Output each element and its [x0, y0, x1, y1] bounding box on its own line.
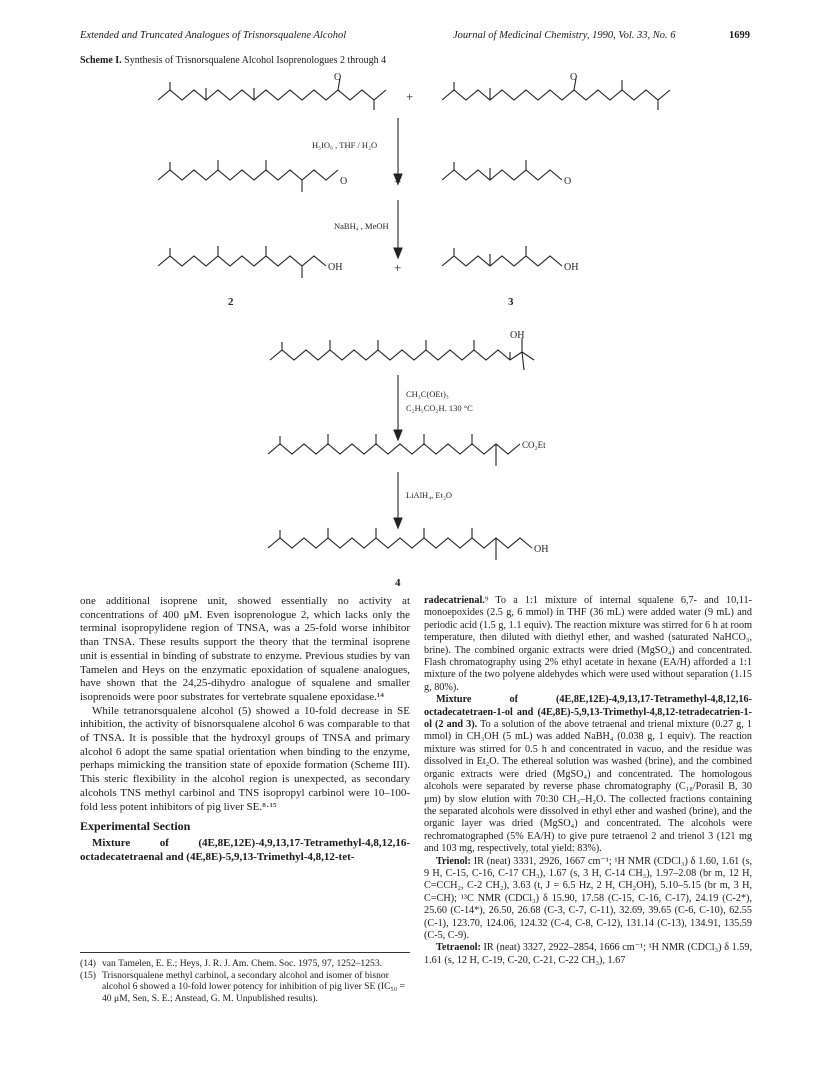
epoxide-chain-right [442, 90, 670, 100]
section-heading: Experimental Section [80, 819, 191, 834]
aldehyde-o-right: O [564, 176, 572, 187]
header-journal: Journal of Medicinal Chemistry, 1990, Vol. 33, No. 6 [453, 30, 676, 41]
synthesis-scheme [0, 70, 827, 595]
compound-2-label: 2 [228, 296, 234, 308]
reagent-orthoester: CH₃C(OEt)₃ [406, 389, 449, 399]
footnotes [80, 952, 410, 1004]
reference-14 [80, 958, 410, 970]
scheme-title: Synthesis of Trisnorsqualene Alcohol Isoprenologues 2 through 4 [124, 55, 387, 66]
footnote-divider [80, 952, 410, 953]
tetraenol-data: IR (neat) 3327, 2922–2854, 1666 cm⁻¹; ¹H NMR (CDCl₃) δ 1.59, 1.61 (s, 12 H, C-19, C-20, C-21, C-22 CH₃), 1.67 [424, 942, 752, 966]
reagent-propionic-acid: C₂H₅CO₂H. 130 °C [406, 403, 473, 413]
reagent-periodic-acid: H₅IO₆ , THF / H₂O [312, 140, 378, 150]
alcohol-chain-left [158, 256, 326, 266]
alcohol-chain-right [442, 256, 562, 266]
compound-4-label: 4 [395, 577, 401, 589]
trienol-data: IR (neat) 3331, 2926, 1667 cm⁻¹; ¹H NMR (CDCl₃) δ 1.60, 1.61 (s, 9 H, C-15, C-16, C-17 CH₃), 1.67 (s, 3 H, C-14 CH₃), 1.97–2.08 (br m, 12 H, C=CCH₂, C-2 CH₂), 3.63 (t, J = 6.5 Hz, 2 H, CH₂OH), 5.10–5.15 (br m, 3 H, C=CH); ¹³C NMR (CDCl₃) δ 15.90, 17.58 (C-15, C-16, C-17), 24.19 (C-2*), 25.60 (C-14*), 26.50, 26.68 (C-3, C-7, C-11), 32.69, 39.65 (C-6, C-10), 62.55 (C-1), 123.70, 124.06, 124.32 (C-4, C-8, C-12), 131.14 (C-13), 134.91, 135.59 (C-5, C-9). [424, 855, 752, 941]
aldehyde-chain-right [442, 170, 562, 180]
reference-number: (15) [80, 969, 96, 981]
allylic-alcohol-chain [270, 350, 522, 360]
right-column [424, 595, 752, 967]
experimental-title-1: Mixture of (4E,8E,12E)-4,9,13,17-Tetramethyl-4,8,12,16-octadecatetraenal and (4E,8E)-5,9,13-Trimethyl-4,8,12-tet- [80, 836, 410, 863]
reagent-borohydride: NaBH₄ , MeOH [334, 221, 389, 231]
paragraph-steric: While tetranorsqualene alcohol (5) showed a 10-fold decrease in SE inhibition, the activity of bisnorsqualene alcohol 6 was comparable to that of TNSA. It is possible that the hydroxyl groups of TNSA and primary alcohol 6 adopt the same spatial orientation when binding to the enzyme, perhaps mimicking the transition state of epoxide formation (Scheme III). This steric flexibility in the alcohol region is unexpected, as secondary alcohols TNS methyl carbinol and TNS isopropyl carbinol were 10–100-fold less potent inhibitors of pig liver SE.⁸·¹⁵ [80, 704, 410, 813]
tetraenol-heading: Tetraenol: [436, 942, 481, 954]
ester-label: CO₂Et [522, 440, 546, 450]
plus-sign-3: + [394, 260, 402, 275]
reference-15 [80, 970, 410, 1005]
header-article-title: Extended and Truncated Analogues of Trisnorsqualene Alcohol [80, 30, 347, 41]
aldehyde-procedure: ⁹ To a 1:1 mixture of internal squalene 6,7- and 10,11-monoepoxides (2.5 g, 6 mmol) in THF (36 mL) were added water (9 mL) and periodic acid (1.5 g, 1.1 equiv). The reaction mixture was stirred for 6 h at room temperature, then diluted with diethyl ether, and washed (saturated NaHCO₃, brine). The combined organic extracts were dried (MgSO₄) and concentrated. Flash chromatography using 2% ethyl acetate in hexane (EA/H) afforded a 1:1 mixture of the two polyene aldehydes which were used without separation (1.15 g, 80%). [424, 595, 752, 693]
compound-3-label: 3 [508, 296, 514, 308]
experimental-title-2: Mixture of (4E,8E,12E)-4,9,13,17-Tetramethyl-4,8,12,16-octadecatetraen-1-ol and (4E,8E)-5,9,13-Trimethyl-4,8,12-tetradecatrien-1-ol (2 and 3). [424, 694, 752, 731]
experimental-title-1-cont: radecatrienal. [424, 595, 485, 606]
alcohol-oh-left: OH [328, 262, 343, 273]
alcohol-procedure: To a solution of the above tetraenal and trienal mixture (0.27 g, 1 mmol) in CH₃OH (5 mL) was added NaBH₄ (0.038 g, 1 equiv). The reaction mixture was stirred for 0.5 h and concentrated in vacuo, and the residue was dissolved in Et₂O. The ethereal solution was washed (brine), and the combined organic extracts were dried (MgSO₄) and concentrated. The homologous alcohols were separated by reverse phase chromatography (C₁₈/Porasil B, 30 μm) by slow elution with 70:30 CH₃–H₂O. The collected fractions containing the separated alcohols were dissolved in ethyl ether and washed (brine), and the organic layer was dried (MgSO₄) and concentrated. The alcohols were rechromatographed (5% EA/H) to give pure tetraenol 2 and trienol 3 (121 mg and 103 mg, respectively, total yield: 83%). [424, 719, 752, 855]
reagent-lah: LiAlH₄, Et₂O [406, 490, 453, 500]
ester-chain [268, 444, 520, 454]
long-alcohol-chain [268, 538, 532, 548]
epoxide-chain-left [158, 90, 386, 100]
left-column [80, 595, 410, 864]
epoxide-o-left: O [334, 72, 342, 83]
reference-number: (14) [80, 958, 96, 969]
scheme-label: Scheme I. [80, 55, 122, 66]
long-alcohol-oh: OH [534, 544, 549, 555]
alcohol-oh-right: OH [564, 262, 579, 273]
reference-text: Trisnorsqualene methyl carbinol, a secondary alcohol and isomer of bisnor alcohol 6 showed a 10-fold lower potency for inhibition of pig liver SE (IC₅₀ = 40 μM, Sen, S. E.; Anstead, G. M. Unpublished results). [102, 969, 406, 1004]
allylic-oh-label: OH [510, 330, 525, 341]
page-number: 1699 [729, 30, 750, 41]
paragraph-activity: one additional isoprene unit, showed essentially no activity at concentrations of 400 μM. Even isoprenologue 2, which lacks only the terminal isopropylidene region of TNSA, was a 25-fold worse inhibitor than TNSA. These results support the theory that the terminal isoprene unit is essential in binding of substrate to enzyme. Previous studies by van Tamelen and Heys on the enzymatic epoxidation of squalene analogues, have shown that the 24,25-dihydro analogue of squalene and smaller isoprenoids were poor substrates for vertebrate squalene epoxidase.¹⁴ [80, 595, 410, 703]
epoxide-o-right: O [570, 72, 578, 83]
aldehyde-o-left: O [340, 176, 348, 187]
reference-text: van Tamelen, E. E.; Heys, J. R. J. Am. Chem. Soc. 1975, 97, 1252–1253. [102, 958, 383, 969]
plus-sign-2: + [394, 174, 402, 189]
plus-sign-1: + [406, 89, 414, 104]
scheme-caption [80, 55, 386, 66]
trienol-heading: Trienol: [436, 855, 471, 867]
aldehyde-chain-left [158, 170, 338, 180]
